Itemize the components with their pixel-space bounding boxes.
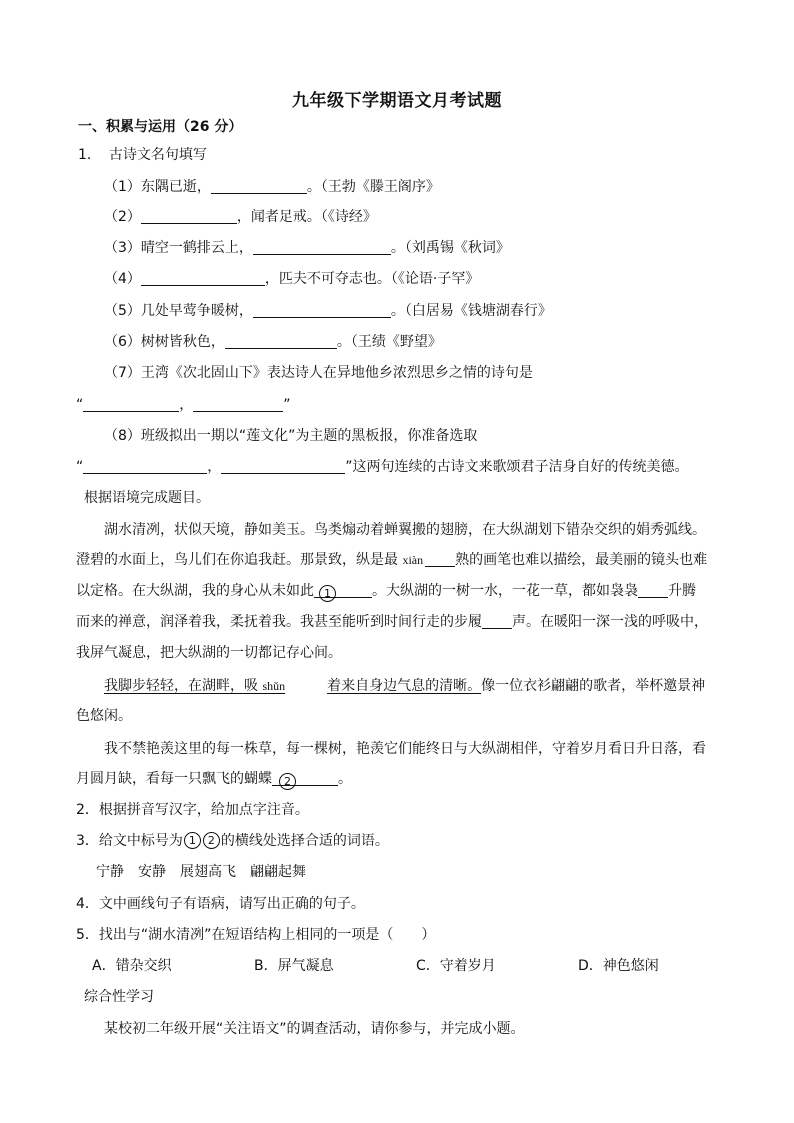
item-source: ，匹夫不可夺志也。（《论语·子罕》 xyxy=(264,271,480,287)
section-heading: 一、积累与运用（26 分） xyxy=(78,119,243,135)
poem-item-8: （8）班级拟出一期以“莲文化”为主题的黑板报，你准备选取 xyxy=(104,428,478,444)
blank-marker: 1 xyxy=(184,832,201,849)
answer-blank[interactable] xyxy=(225,334,337,349)
item-source: 。（王绩《野望》 xyxy=(336,334,442,350)
answer-blank[interactable] xyxy=(638,583,668,598)
answer-blank-2[interactable] xyxy=(272,772,338,786)
passage-text: 熟的画笔也难以描绘，最美丽的镜头也难 xyxy=(455,552,708,568)
question-text: 3．给文中标号为 xyxy=(76,833,183,849)
poem-item-8-answer xyxy=(76,457,689,477)
reading-intro: 根据语境完成题目。 xyxy=(84,490,210,506)
underlined-sentence xyxy=(104,678,481,694)
passage-line xyxy=(76,550,707,570)
poem-item-3 xyxy=(104,238,510,258)
poem-item-4 xyxy=(104,269,479,289)
open-quote: “ xyxy=(76,459,84,475)
item-text: ”这两句连续的古诗文来歌颂君子洁身自好的传统美德。 xyxy=(345,459,689,475)
pinyin: shǔn xyxy=(262,679,286,693)
poem-item-7-answer xyxy=(76,395,291,415)
answer-blank[interactable] xyxy=(425,552,455,567)
passage-text: 而来的禅意，润泽着我，柔抚着我。我甚至能听到时间行走的步履 xyxy=(76,614,482,630)
question-number: 1． xyxy=(78,147,101,163)
poem-item-7: （7）王湾《次北固山下》表达诗人在异地他乡浓烈思乡之情的诗句是 xyxy=(104,365,533,381)
passage-text: 声。在暖阳一深一浅的呼吸中， xyxy=(512,614,708,630)
question-2: 2．根据拼音写汉字，给加点字注音。 xyxy=(76,802,309,818)
question-text: 的横线处选择合适的词语。 xyxy=(220,833,389,849)
poem-item-2 xyxy=(104,207,377,227)
option-b[interactable]: B．屏气凝息 xyxy=(254,958,334,974)
question-5: 5．找出与“湖水清冽”在短语结构上相同的一项是（ ） xyxy=(76,927,436,943)
answer-blank[interactable] xyxy=(211,179,307,194)
answer-blank[interactable] xyxy=(141,209,237,224)
passage-text: 。 xyxy=(338,771,352,787)
item-text: （2） xyxy=(104,209,141,225)
blank-marker: 1 xyxy=(319,585,336,602)
comprehensive-text: 某校初二年级开展“关注语文”的调查活动，请你参与，并完成小题。 xyxy=(104,1021,525,1037)
item-text: （5）几处早莺争暖树， xyxy=(104,303,253,319)
blank-marker: 2 xyxy=(203,832,220,849)
answer-blank[interactable] xyxy=(221,459,345,474)
answer-blank-1[interactable] xyxy=(314,584,372,598)
comma: ， xyxy=(207,459,222,475)
passage-text: 澄碧的水面上，鸟儿们在你追我赶。那景致，纵是最 xyxy=(76,552,403,568)
option-c[interactable]: C．守着岁月 xyxy=(416,958,496,974)
answer-blank[interactable] xyxy=(83,459,207,474)
answer-blank[interactable] xyxy=(253,303,391,318)
item-text: （6）树树皆秋色， xyxy=(104,334,225,350)
question-3 xyxy=(76,831,389,851)
item-text: （4） xyxy=(104,271,141,287)
comma: ， xyxy=(179,397,194,413)
open-quote: “ xyxy=(76,397,84,413)
passage-line: 我屏气凝息，把大纵湖的一切都记存心间。 xyxy=(76,645,342,661)
word-choices: 宁静 安静 展翅高飞 翩翩起舞 xyxy=(96,864,306,880)
blank-marker: 2 xyxy=(279,773,296,790)
passage-text: 以定格。在大纵湖，我的身心从未如此 xyxy=(76,583,314,599)
passage-text: 升腾 xyxy=(668,583,696,599)
close-quote: ” xyxy=(283,397,291,413)
answer-blank[interactable] xyxy=(193,397,283,412)
passage-text: 着来自身边气息的清晰。 xyxy=(327,678,482,694)
option-a[interactable]: A．错杂交织 xyxy=(92,958,172,974)
passage-text: 我脚步轻轻，在湖畔，吸 xyxy=(104,678,263,694)
passage-text: 。大纵湖的一树一水，一花一草，都如袅袅 xyxy=(372,583,638,599)
question-4: 4．文中画线句子有语病，请写出正确的句子。 xyxy=(76,896,365,912)
poem-item-6 xyxy=(104,332,442,352)
passage-text: 像一位衣衫翩翩的歌者，举杯邀景神 xyxy=(481,678,706,694)
answer-blank[interactable] xyxy=(83,397,179,412)
passage-line: 色悠闲。 xyxy=(76,708,132,724)
question-1-heading xyxy=(78,145,207,165)
poem-item-5 xyxy=(104,301,552,321)
passage-text: 月圆月缺，看每一只飘飞的蝴蝶 xyxy=(76,771,272,787)
passage-line xyxy=(76,612,708,632)
item-source: 。（王勃《滕王阁序》 xyxy=(306,179,440,195)
passage-line xyxy=(76,769,352,789)
item-source: 。（刘禹锡《秋词》 xyxy=(390,240,510,256)
answer-blank[interactable] xyxy=(141,271,265,286)
passage-line: 我不禁艳羡这里的每一株草，每一棵树，艳羡它们能终日与大纵湖相伴，守着岁月看日升日落，看 xyxy=(104,741,706,757)
passage-line xyxy=(76,581,696,601)
item-source: ，闻者足戒。（《诗经》 xyxy=(236,209,377,225)
item-text: （1）东隅已逝， xyxy=(104,179,211,195)
pinyin: xiàn xyxy=(402,553,424,567)
item-source: 。（白居易《钱塘湖春行》 xyxy=(390,303,552,319)
answer-blank[interactable] xyxy=(482,614,512,629)
question-text: 古诗文名句填写 xyxy=(108,147,207,163)
comprehensive-heading: 综合性学习 xyxy=(84,989,154,1005)
passage-line xyxy=(104,676,705,696)
page-title: 九年级下学期语文月考试题 xyxy=(292,91,502,111)
poem-item-1 xyxy=(104,177,440,197)
option-d[interactable]: D．神色悠闲 xyxy=(578,958,659,974)
item-text: （3）晴空一鹤排云上， xyxy=(104,240,253,256)
answer-blank[interactable] xyxy=(253,240,391,255)
passage-line: 湖水清冽，状似天境，静如美玉。鸟类煽动着蝉翼搬的翅膀，在大纵湖划下错杂交织的娟秀弧线。 xyxy=(104,522,706,538)
